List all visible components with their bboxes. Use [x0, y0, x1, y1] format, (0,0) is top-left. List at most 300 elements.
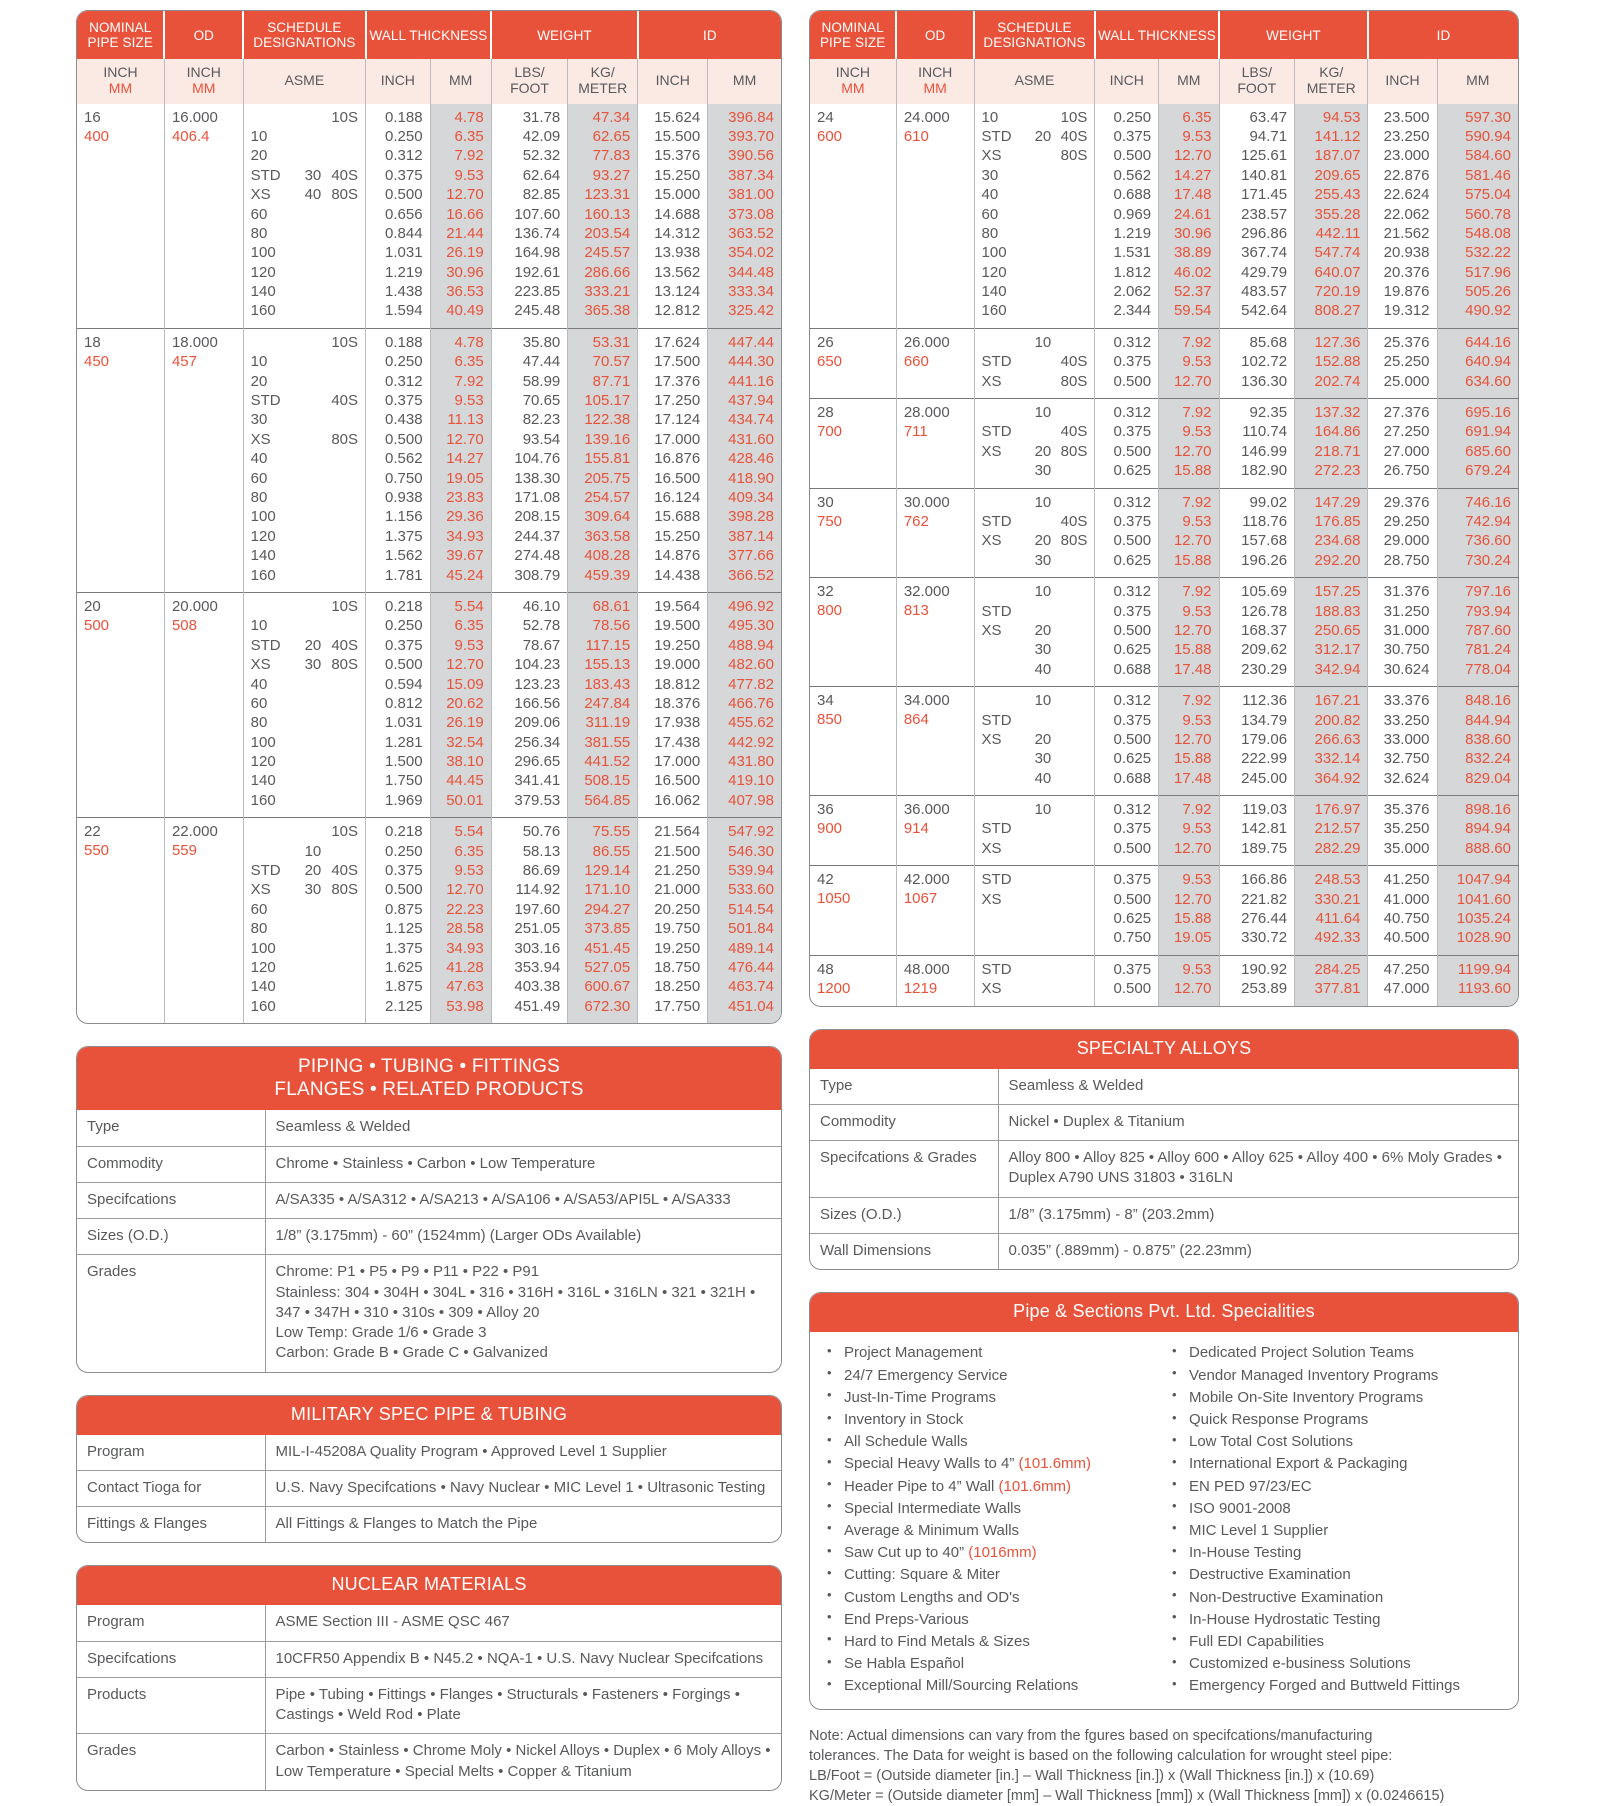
schedule-row: 40 — [1034, 660, 1052, 678]
id-inch-cell — [1368, 796, 1437, 866]
cell-value: 39.67 — [446, 547, 484, 565]
cell-value: 14.27 — [446, 450, 484, 468]
cell-value: 32.750 — [1383, 750, 1430, 768]
cell-value: 0.218 — [385, 597, 423, 615]
cell-value: 16.062 — [654, 791, 701, 809]
cell-value: 21.564 — [654, 823, 701, 841]
cell-value: 1.375 — [385, 939, 423, 957]
cell-value: 253.89 — [1241, 980, 1288, 998]
speciality-text: ISO 9001-2008 — [1189, 1499, 1291, 1517]
cell-value: 398.28 — [728, 508, 774, 526]
cell-value: 38.89 — [1173, 244, 1212, 262]
nps-cell — [810, 104, 896, 329]
schedule-row: 140 — [981, 283, 1007, 301]
id-inch-cell — [1368, 399, 1437, 489]
cell-value: 15.88 — [1173, 462, 1212, 480]
cell-value: 26.19 — [446, 714, 484, 732]
cell-value: 0.656 — [385, 205, 423, 223]
cell-value: 333.21 — [584, 283, 631, 301]
cell-value: 640.07 — [1314, 263, 1361, 281]
schedule-row: 60 — [250, 469, 268, 487]
speciality-text: Cutting: Square & Miter — [844, 1566, 1000, 1584]
cell-value: 0.562 — [1113, 166, 1152, 184]
cell-value: 23.500 — [1383, 108, 1430, 126]
subheader-wall-mm: MM — [1159, 59, 1219, 103]
od-cell — [896, 796, 974, 866]
nps-inch: 26 — [817, 333, 834, 351]
cell-value: 0.688 — [1113, 660, 1152, 678]
cell-value: 0.500 — [1113, 532, 1152, 550]
cell-value: 7.92 — [1182, 692, 1212, 710]
cell-value: 68.61 — [592, 597, 631, 615]
nps-cell — [77, 328, 164, 592]
military-card-title: MILITARY SPEC PIPE & TUBING — [77, 1396, 781, 1435]
cell-value: 1.500 — [385, 753, 423, 771]
schedule-row: 100 — [981, 244, 1007, 262]
info-value — [265, 1146, 781, 1182]
od-mm: 1067 — [903, 890, 938, 908]
cell-value: 52.37 — [1173, 283, 1212, 301]
schedule-row: 30 — [1034, 462, 1052, 480]
info-row — [77, 1677, 781, 1734]
cell-value: 0.312 — [1113, 333, 1152, 351]
cell-value: 25.250 — [1383, 353, 1430, 371]
cell-value: 0.188 — [385, 333, 423, 351]
cell-value: 1035.24 — [1456, 910, 1511, 928]
od-mm: 864 — [903, 711, 929, 729]
cell-value: 532.22 — [1465, 244, 1511, 262]
info-value-line: 1/8” (3.175mm) - 60” (1524mm) (Larger ODs Available) — [275, 1227, 642, 1245]
note-line-3: LB/Foot = (Outside diameter [in.] – Wall Thickness [in.]) x (Wall Thickness [in.]) x (10.69) — [809, 1767, 1375, 1784]
military-spec-card — [76, 1395, 782, 1544]
cell-value: 441.52 — [584, 753, 631, 771]
cell-value: 20.376 — [1383, 263, 1430, 281]
schedule-row — [982, 909, 1088, 928]
cell-value: 176.85 — [1314, 512, 1361, 530]
cell-value: 14.312 — [654, 224, 701, 242]
info-label: Grades — [77, 1255, 265, 1372]
cell-value: 107.60 — [514, 205, 561, 223]
cell-value: 0.312 — [1113, 692, 1152, 710]
cell-value: 0.500 — [1113, 621, 1152, 639]
od-mm: 660 — [903, 353, 929, 371]
info-value-line: Seamless & Welded — [1008, 1076, 1144, 1094]
speciality-list-item — [1169, 1431, 1514, 1453]
cell-value: 411.64 — [1315, 910, 1361, 928]
subheader-od-units: INCH MM — [896, 59, 974, 103]
info-row — [810, 1197, 1518, 1233]
cell-value: 829.04 — [1465, 769, 1511, 787]
cell-value: 19.250 — [654, 939, 701, 957]
cell-value: 9.53 — [1182, 960, 1212, 978]
info-label: Contact Tioga for — [77, 1470, 265, 1506]
calculation-note — [809, 1726, 1519, 1806]
cell-value: 0.500 — [385, 186, 423, 204]
cell-value: 25.000 — [1383, 372, 1430, 390]
cell-value: 17.624 — [654, 333, 701, 351]
speciality-text: Mobile On-Site Inventory Programs — [1189, 1388, 1424, 1406]
cell-value: 9.53 — [1182, 871, 1212, 889]
cell-value: 15.000 — [654, 186, 701, 204]
od-inch: 18.000 — [171, 333, 218, 351]
cell-value: 104.76 — [514, 450, 561, 468]
cell-value: 47.34 — [592, 108, 631, 126]
speciality-text: All Schedule Walls — [844, 1433, 968, 1451]
cell-value: 34.93 — [446, 527, 484, 545]
cell-value: 125.61 — [1241, 147, 1288, 165]
cell-value: 292.20 — [1314, 551, 1361, 569]
cell-value: 387.34 — [728, 166, 774, 184]
cell-value: 276.44 — [1241, 910, 1288, 928]
cell-value: 33.376 — [1383, 692, 1430, 710]
cell-value: 238.57 — [1241, 205, 1288, 223]
cell-value: 136.30 — [1241, 372, 1288, 390]
wall-mm-cell — [1159, 866, 1219, 956]
info-value — [265, 1734, 781, 1790]
cell-value: 171.10 — [584, 881, 631, 899]
cell-value: 9.53 — [454, 636, 484, 654]
cell-value: 1.031 — [385, 714, 423, 732]
info-value-line: Carbon: Grade B • Grade C • Galvanized — [275, 1344, 548, 1362]
info-row — [77, 1470, 781, 1506]
cell-value: 441.16 — [728, 372, 774, 390]
table-header-top-right — [810, 11, 1518, 59]
speciality-list-item — [1169, 1386, 1514, 1408]
cell-value: 11.13 — [447, 411, 484, 429]
schedule-row: STD — [981, 711, 1012, 729]
schedule-row: 10 — [1034, 801, 1052, 819]
cell-value: 205.75 — [584, 469, 631, 487]
cell-value: 17.48 — [1173, 186, 1212, 204]
speciality-list-item — [1169, 1608, 1514, 1630]
cell-value: 403.38 — [514, 978, 561, 996]
cell-value: 35.000 — [1383, 839, 1430, 857]
schedule-row: 120 — [250, 753, 276, 771]
schedule-cell — [974, 488, 1095, 578]
weight-kg-cell — [568, 818, 638, 1023]
id-mm-cell — [1437, 955, 1518, 1005]
piping-products-card — [76, 1046, 782, 1373]
id-inch-cell — [1368, 955, 1437, 1005]
cell-value: 0.625 — [1113, 750, 1152, 768]
cell-value: 332.14 — [1314, 750, 1361, 768]
cell-value: 99.02 — [1249, 493, 1288, 511]
cell-value: 0.844 — [385, 224, 423, 242]
cell-value: 1.219 — [1113, 224, 1152, 242]
cell-value: 13.938 — [654, 244, 701, 262]
info-value-line: 10CFR50 Appendix B • N45.2 • NQA-1 • U.S. Navy Nuclear Specifcations — [275, 1649, 764, 1667]
speciality-list-item — [824, 1342, 1169, 1364]
schedule-row: 140 — [250, 772, 276, 790]
speciality-list-item — [824, 1542, 1169, 1564]
schedule-row: 140 — [250, 547, 276, 565]
info-label: Grades — [77, 1734, 265, 1790]
info-value — [265, 1470, 781, 1506]
military-card-rows — [77, 1435, 781, 1543]
info-label: Specifcations — [77, 1182, 265, 1218]
cell-value: 30.750 — [1383, 641, 1430, 659]
cell-value: 123.31 — [584, 186, 631, 204]
cell-value: 308.79 — [514, 566, 561, 584]
cell-value: 333.34 — [728, 283, 774, 301]
schedule-row: STD 40S — [250, 392, 359, 410]
header-wall-thickness: WALL THICKNESS — [366, 11, 492, 59]
schedule-row: 10 — [250, 353, 268, 371]
cell-value: 140.81 — [1241, 166, 1288, 184]
cell-value: 0.688 — [1113, 769, 1152, 787]
nps-inch: 22 — [84, 823, 101, 841]
schedule-row: XS — [981, 839, 1002, 857]
cell-value: 179.06 — [1241, 730, 1288, 748]
cell-value: 381.55 — [584, 733, 631, 751]
cell-value: 547.74 — [1314, 244, 1361, 262]
pipe-size-group-row — [810, 488, 1518, 578]
cell-value: 166.56 — [514, 694, 561, 712]
od-cell — [164, 104, 243, 329]
info-value-line: Stainless: 304 • 304H • 304L • 316 • 316H • 316L • 316LN • 321 • 321H • 347 • 347H • 310 • 310s • 309 • Alloy 20 — [275, 1283, 756, 1321]
cell-value: 26.750 — [1383, 462, 1430, 480]
schedule-row: 60 — [250, 205, 268, 223]
cell-value: 284.25 — [1314, 960, 1361, 978]
cell-value: 444.30 — [728, 353, 774, 371]
od-cell — [164, 818, 243, 1023]
cell-value: 5.54 — [454, 597, 484, 615]
cell-value: 0.969 — [1113, 205, 1152, 223]
schedule-row: 10 — [1034, 404, 1052, 422]
cell-value: 0.750 — [385, 469, 423, 487]
cell-value: 672.30 — [584, 997, 631, 1015]
cell-value: 377.66 — [728, 547, 774, 565]
schedule-row: 80 — [250, 920, 268, 938]
nps-mm: 700 — [817, 423, 843, 441]
cell-value: 286.66 — [584, 263, 631, 281]
speciality-text: Just-In-Time Programs — [844, 1388, 996, 1406]
cell-value: 19.564 — [654, 597, 701, 615]
schedule-row: XS 30 80S — [250, 656, 359, 674]
cell-value: 16.876 — [654, 450, 701, 468]
cell-value: 29.36 — [446, 508, 484, 526]
speciality-list-item — [1169, 1586, 1514, 1608]
info-row — [77, 1219, 781, 1255]
cell-value: 808.27 — [1314, 302, 1361, 320]
cell-value: 9.53 — [1182, 512, 1212, 530]
cell-value: 46.02 — [1173, 263, 1212, 281]
cell-value: 82.85 — [522, 186, 561, 204]
cell-value: 136.74 — [514, 224, 561, 242]
cell-value: 533.60 — [728, 881, 774, 899]
cell-value: 393.70 — [728, 127, 774, 145]
cell-value: 396.84 — [728, 108, 774, 126]
speciality-list-item — [1169, 1364, 1514, 1386]
cell-value: 164.86 — [1314, 423, 1361, 441]
cell-value: 600.67 — [584, 978, 631, 996]
cell-value: 244.37 — [514, 527, 561, 545]
cell-value: 31.250 — [1383, 602, 1430, 620]
info-value — [998, 1104, 1518, 1140]
cell-value: 0.250 — [385, 353, 423, 371]
schedule-row: 10S — [331, 333, 359, 351]
speciality-text: Quick Response Programs — [1189, 1411, 1369, 1429]
info-label: Fittings & Flanges — [77, 1507, 265, 1543]
speciality-text: End Preps-Various — [844, 1610, 969, 1628]
cell-value: 24.61 — [1173, 205, 1212, 223]
cell-value: 542.64 — [1241, 302, 1288, 320]
cell-value: 309.64 — [584, 508, 631, 526]
id-mm-cell — [1437, 399, 1518, 489]
schedule-row: 20 — [250, 147, 268, 165]
cell-value: 190.92 — [1241, 960, 1288, 978]
cell-value: 1.969 — [385, 791, 423, 809]
cell-value: 431.80 — [728, 753, 774, 771]
cell-value: 0.375 — [1113, 711, 1152, 729]
nps-cell — [810, 399, 896, 489]
cell-value: 387.14 — [728, 527, 774, 545]
cell-value: 367.74 — [1241, 244, 1288, 262]
od-inch: 42.000 — [903, 871, 950, 889]
wall-inch-cell — [1095, 328, 1159, 398]
schedule-row: 160 — [250, 791, 276, 809]
wall-inch-cell — [1095, 866, 1159, 956]
cell-value: 29.376 — [1383, 493, 1430, 511]
cell-value: 41.000 — [1383, 890, 1430, 908]
cell-value: 85.68 — [1249, 333, 1288, 351]
schedule-row: 60 — [981, 205, 999, 223]
info-row — [77, 1146, 781, 1182]
info-value-line: All Fittings & Flanges to Match the Pipe — [275, 1515, 538, 1533]
cell-value: 418.90 — [728, 469, 774, 487]
cell-value: 15.376 — [654, 147, 701, 165]
cell-value: 0.594 — [385, 675, 423, 693]
speciality-text: Project Management — [844, 1344, 983, 1362]
cell-value: 105.17 — [584, 392, 631, 410]
cell-value: 1047.94 — [1456, 871, 1511, 889]
cell-value: 209.62 — [1241, 641, 1288, 659]
cell-value: 166.86 — [1241, 871, 1288, 889]
cell-value: 12.70 — [1173, 147, 1212, 165]
info-value-line: Alloy 800 • Alloy 825 • Alloy 600 • Alloy 625 • Alloy 400 • 6% Moly Grades • Duplex A790 UNS 31803 • 316LN — [1008, 1149, 1502, 1187]
cell-value: 363.52 — [728, 224, 774, 242]
cell-value: 230.29 — [1241, 660, 1288, 678]
info-value-line: ASME Section III - ASME QSC 467 — [275, 1613, 510, 1631]
nps-cell — [810, 578, 896, 687]
id-inch-cell — [1368, 328, 1437, 398]
nps-cell — [810, 328, 896, 398]
cell-value: 0.375 — [1113, 353, 1152, 371]
schedule-row: 10S — [331, 108, 359, 126]
cell-value: 428.46 — [728, 450, 774, 468]
cell-value: 0.375 — [1113, 127, 1152, 145]
cell-value: 9.53 — [454, 392, 484, 410]
weight-lbs-cell — [1219, 687, 1295, 796]
od-mm: 762 — [903, 512, 929, 530]
speciality-list-item — [824, 1564, 1169, 1586]
pipe-size-group-row — [810, 796, 1518, 866]
cell-value: 176.97 — [1314, 801, 1361, 819]
cell-value: 1.781 — [385, 566, 423, 584]
cell-value: 781.24 — [1465, 641, 1511, 659]
two-column-layout — [0, 10, 1600, 1806]
speciality-text: Average & Minimum Walls — [844, 1521, 1020, 1539]
info-value-line: MIL-I-45208A Quality Program • Approved Level 1 Supplier — [275, 1442, 667, 1460]
wall-mm-cell — [1159, 488, 1219, 578]
nps-mm: 600 — [817, 127, 843, 145]
speciality-list-item — [1169, 1630, 1514, 1652]
speciality-text: Header Pipe to 4” Wall — [844, 1477, 995, 1495]
cell-value: 25.376 — [1383, 333, 1430, 351]
weight-kg-cell — [568, 104, 638, 329]
speciality-metric-note: (101.6mm) — [1018, 1455, 1092, 1473]
cell-value: 581.46 — [1465, 166, 1511, 184]
cell-value: 736.60 — [1465, 532, 1511, 550]
cell-value: 437.94 — [728, 392, 774, 410]
schedule-cell — [974, 955, 1095, 1005]
cell-value: 110.74 — [1242, 423, 1288, 441]
cell-value: 250.65 — [1314, 621, 1361, 639]
cell-value: 32.54 — [446, 733, 484, 751]
wall-inch-cell — [1095, 488, 1159, 578]
info-value — [265, 1605, 781, 1641]
cell-value: 18.250 — [654, 978, 701, 996]
speciality-text: Special Heavy Walls to 4” — [844, 1455, 1015, 1473]
cell-value: 28.750 — [1383, 551, 1430, 569]
cell-value: 19.000 — [654, 656, 701, 674]
info-label: Specifcations & Grades — [810, 1141, 998, 1198]
cell-value: 188.83 — [1314, 602, 1361, 620]
cell-value: 0.375 — [1113, 512, 1152, 530]
cell-value: 6.35 — [454, 127, 484, 145]
cell-value: 245.48 — [514, 302, 561, 320]
cell-value: 138.30 — [514, 469, 561, 487]
id-mm-cell — [708, 818, 781, 1023]
cell-value: 23.000 — [1383, 147, 1430, 165]
speciality-text: Vendor Managed Inventory Programs — [1189, 1366, 1439, 1384]
cell-value: 0.375 — [385, 166, 423, 184]
schedule-row: 100 — [250, 244, 276, 262]
cell-value: 7.92 — [454, 372, 484, 390]
schedule-cell — [243, 592, 365, 817]
cell-value: 730.24 — [1465, 551, 1511, 569]
speciality-text: EN PED 97/23/EC — [1189, 1477, 1312, 1495]
cell-value: 50.01 — [446, 791, 484, 809]
schedule-row: 100 — [250, 508, 276, 526]
pipe-size-group-row — [810, 955, 1518, 1005]
schedule-row: 120 — [250, 527, 276, 545]
cell-value: 373.85 — [584, 920, 631, 938]
speciality-list-item — [1169, 1342, 1514, 1364]
cell-value: 86.55 — [592, 842, 631, 860]
info-value — [265, 1435, 781, 1471]
cell-value: 508.15 — [584, 772, 631, 790]
schedule-row: 80 — [250, 488, 268, 506]
cell-value: 14.688 — [654, 205, 701, 223]
cell-value: 20.62 — [446, 694, 484, 712]
cell-value: 17.48 — [1173, 660, 1212, 678]
cell-value: 12.70 — [446, 881, 484, 899]
cell-value: 16.124 — [654, 488, 701, 506]
cell-value: 695.16 — [1465, 404, 1511, 422]
info-label: Type — [810, 1069, 998, 1105]
schedule-row: STD 40S — [981, 353, 1088, 371]
cell-value: 342.94 — [1314, 660, 1361, 678]
nps-mm: 850 — [817, 711, 843, 729]
subheader-nps-units: INCH MM — [810, 59, 896, 103]
schedule-row: 160 — [250, 566, 276, 584]
speciality-text: Exceptional Mill/Sourcing Relations — [844, 1677, 1079, 1695]
table-header-top-left — [77, 11, 781, 59]
id-inch-cell — [638, 328, 708, 592]
speciality-list-item — [824, 1453, 1169, 1475]
speciality-list-item — [824, 1364, 1169, 1386]
